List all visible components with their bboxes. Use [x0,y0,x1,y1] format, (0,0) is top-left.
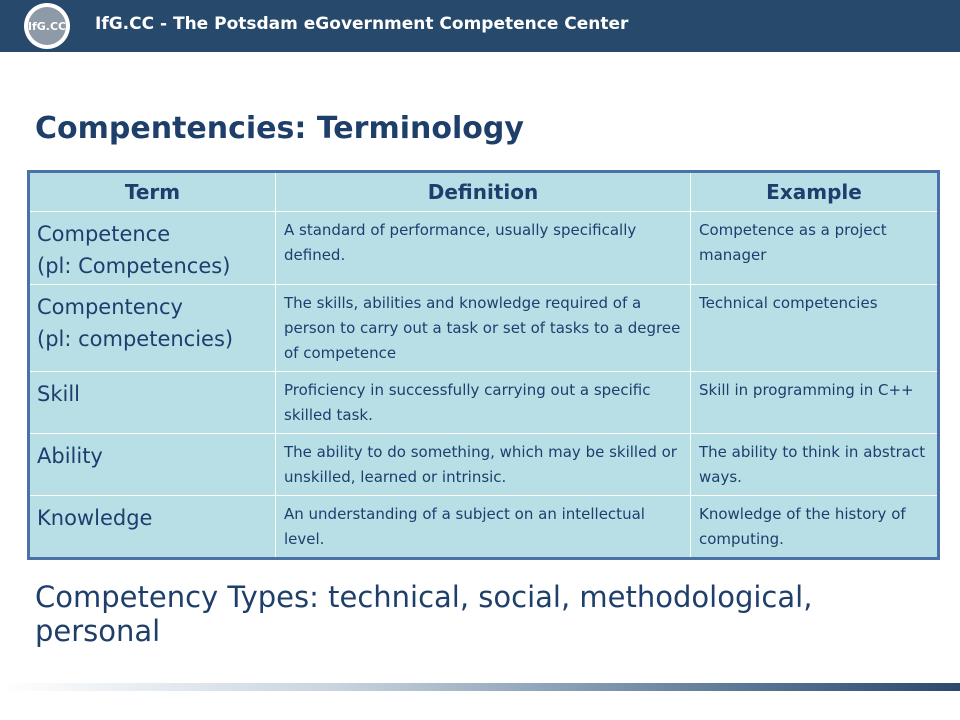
definition-cell: Proficiency in successfully carrying out a specific skilled task. [276,372,691,434]
header-definition: Definition [276,172,691,212]
term-cell: Ability [29,434,276,496]
header-bar [0,0,960,52]
definition-cell: An understanding of a subject on an intellectual level. [276,496,691,559]
term-cell [29,212,276,285]
table-row [29,212,939,285]
header-title: IfG.CC - The Potsdam eGovernment Competence Center [95,14,629,34]
term-text: Compentency (pl: competencies) [37,295,234,351]
table-row [29,434,939,496]
term-cell: Skill [29,372,276,434]
table-row [29,285,939,372]
definition-cell: The ability to do something, which may be skilled or unskilled, learned or intrinsic. [276,434,691,496]
table-header-row [29,172,939,212]
term-cell [29,285,276,372]
definition-cell: The skills, abilities and knowledge required of a person to carry out a task or set of tasks to a degree of competence [276,285,691,372]
terminology-table [27,170,940,560]
competency-types-text: Competency Types: technical, social, methodological, personal [35,580,813,648]
example-cell: Skill in programming in C++ [691,372,939,434]
table-row [29,372,939,434]
term-cell: Knowledge [29,496,276,559]
bottom-gradient-bar [0,683,960,691]
slide-title: Compentencies: Terminology [35,111,524,146]
definition-cell: A standard of performance, usually specifically defined. [276,212,691,285]
example-cell: The ability to think in abstract ways. [691,434,939,496]
logo-badge: IfG.CC [28,7,66,45]
logo [24,3,70,49]
header-example: Example [691,172,939,212]
example-cell: Technical competencies [691,285,939,372]
example-cell: Knowledge of the history of computing. [691,496,939,559]
term-text: Competence (pl: Competences) [37,222,231,278]
example-cell: Competence as a project manager [691,212,939,285]
header-term: Term [29,172,276,212]
table-row [29,496,939,559]
